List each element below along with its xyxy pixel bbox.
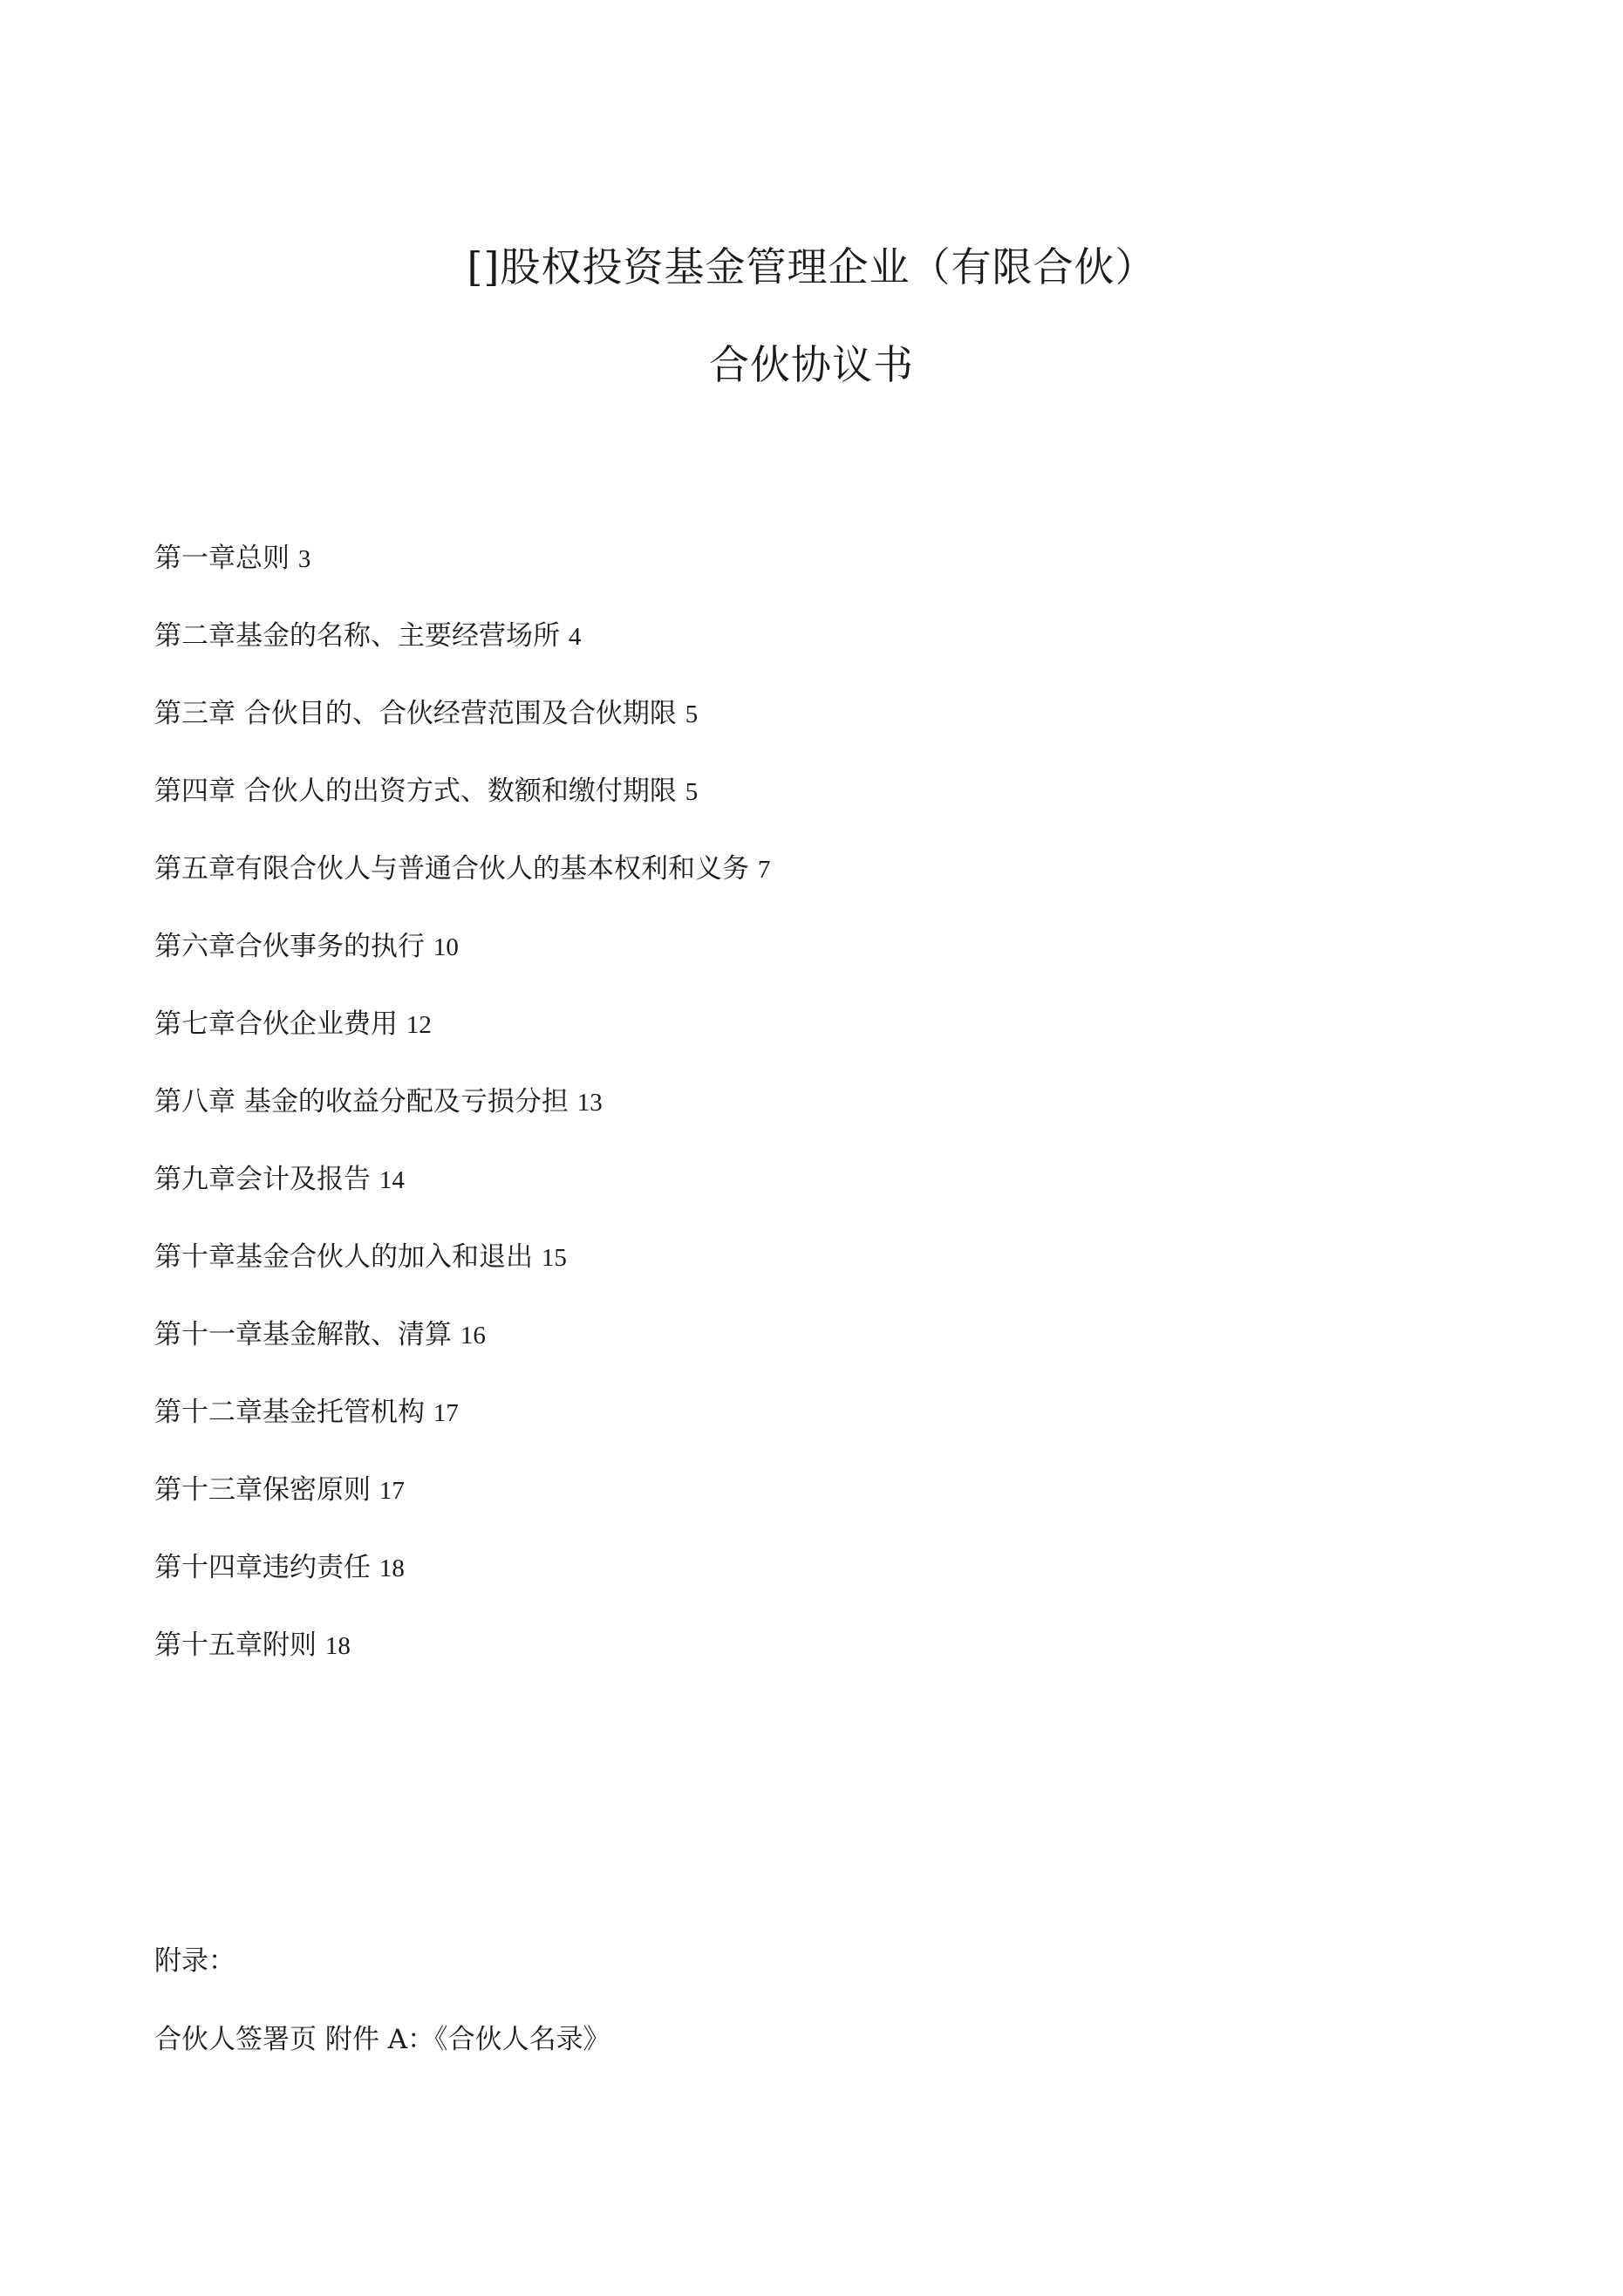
toc-item-10[interactable]	[154, 1240, 1463, 1317]
toc-item-text: 第十五章附则	[154, 1630, 317, 1661]
toc-item-text: 第七章合伙企业费用	[154, 1008, 398, 1040]
toc-item-page: 5	[685, 778, 699, 806]
toc-item-1[interactable]	[154, 541, 1463, 618]
toc-item-text: 第六章合伙事务的执行	[154, 931, 425, 962]
toc-item-9[interactable]	[154, 1162, 1463, 1240]
toc-item-page: 16	[460, 1322, 486, 1350]
toc-item-13[interactable]	[154, 1473, 1463, 1550]
toc-item-11[interactable]	[154, 1317, 1463, 1395]
toc-item-2[interactable]	[154, 618, 1463, 696]
toc-item-page: 17	[378, 1477, 405, 1505]
toc-item-text: 第四章 合伙人的出资方式、数额和缴付期限	[154, 776, 677, 807]
document-subtitle: 合伙协议书	[709, 341, 914, 388]
toc-item-7[interactable]	[154, 1007, 1463, 1084]
toc-item-page: 10	[433, 933, 459, 961]
toc-item-3[interactable]	[154, 696, 1463, 774]
appendix-label: 附录：	[154, 1945, 235, 1977]
toc-item-text: 第九章会计及报告	[154, 1164, 371, 1195]
toc-item-text: 第八章 基金的收益分配及亏损分担	[154, 1086, 569, 1117]
toc-item-page: 18	[378, 1555, 405, 1582]
toc-item-text: 第五章有限合伙人与普通合伙人的基本权利和义务	[154, 853, 749, 885]
toc-item-text: 第十二章基金托管机构	[154, 1397, 425, 1428]
toc-item-text: 第十三章保密原则	[154, 1474, 371, 1506]
toc-item-15[interactable]	[154, 1628, 1463, 1705]
toc-item-page: 4	[568, 623, 582, 651]
toc-item-page: 17	[433, 1399, 459, 1427]
toc-item-page: 5	[685, 700, 699, 728]
toc-item-6[interactable]	[154, 929, 1463, 1007]
toc-item-8[interactable]	[154, 1084, 1463, 1162]
toc-item-page: 13	[576, 1089, 603, 1117]
toc-item-4[interactable]	[154, 774, 1463, 851]
toc-item-page: 15	[541, 1244, 567, 1272]
toc-item-text: 第一章总则	[154, 543, 290, 574]
toc-item-text: 第十四章违约责任	[154, 1552, 371, 1583]
toc-item-text: 第二章基金的名称、主要经营场所	[154, 620, 560, 652]
document-title: []股权投资基金管理企业（有限合伙）	[467, 243, 1156, 290]
appendix-line: 合伙人签署页 附件 A：《合伙人名录》	[154, 2024, 610, 2055]
toc-item-text: 第十一章基金解散、清算	[154, 1319, 452, 1350]
toc-item-text: 第三章 合伙目的、合伙经营范围及合伙期限	[154, 698, 677, 729]
toc-item-12[interactable]	[154, 1395, 1463, 1473]
toc-item-page: 14	[378, 1166, 405, 1194]
toc-item-5[interactable]	[154, 851, 1463, 929]
toc-item-text: 第十章基金合伙人的加入和退出	[154, 1241, 533, 1273]
toc-item-page: 7	[757, 856, 771, 884]
toc-item-14[interactable]	[154, 1550, 1463, 1628]
toc-item-page: 18	[324, 1632, 351, 1660]
table-of-contents	[154, 541, 1463, 1705]
toc-item-page: 12	[406, 1011, 432, 1039]
toc-item-page: 3	[297, 545, 311, 573]
